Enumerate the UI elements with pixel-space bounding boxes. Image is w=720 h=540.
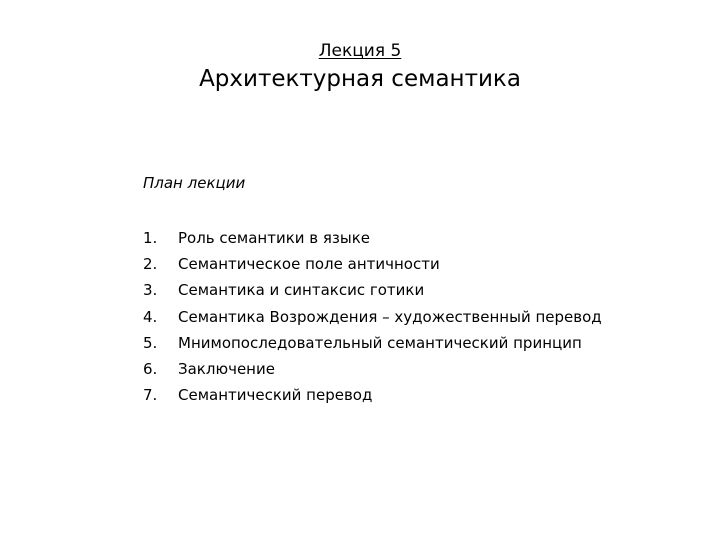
plan-item-number: 4. <box>143 307 158 326</box>
plan-item-number: 5. <box>143 333 158 352</box>
plan-item-number: 7. <box>143 386 158 405</box>
plan-item-text: Мнимопоследовательный семантический принцип <box>178 333 582 352</box>
plan-heading: План лекции <box>143 174 246 192</box>
plan-item-text: Роль семантики в языке <box>178 229 371 247</box>
plan-item-number: 1. <box>143 229 158 247</box>
plan-item-text: Семантика и синтаксис готики <box>178 281 425 300</box>
plan-item-number: 2. <box>143 255 158 274</box>
plan-item-number: 6. <box>143 360 158 379</box>
plan-item-text: Семантический перевод <box>178 386 373 405</box>
plan-item <box>143 356 602 382</box>
plan-item-text: Заключение <box>178 360 275 379</box>
lecture-number: Лекция 5 <box>318 41 402 61</box>
plan-item <box>143 225 602 251</box>
plan-item <box>143 251 602 277</box>
plan-item <box>143 304 602 330</box>
plan-list <box>143 225 602 408</box>
plan-item <box>143 277 602 303</box>
plan-item <box>143 330 602 356</box>
plan-item <box>143 382 602 408</box>
plan-item-number: 3. <box>143 281 158 300</box>
lecture-title: Архитектурная семантика <box>199 66 521 92</box>
plan-item-text: Семантика Возрождения – художественный перевод <box>178 307 602 326</box>
plan-item-text: Семантическое поле античности <box>178 255 440 274</box>
